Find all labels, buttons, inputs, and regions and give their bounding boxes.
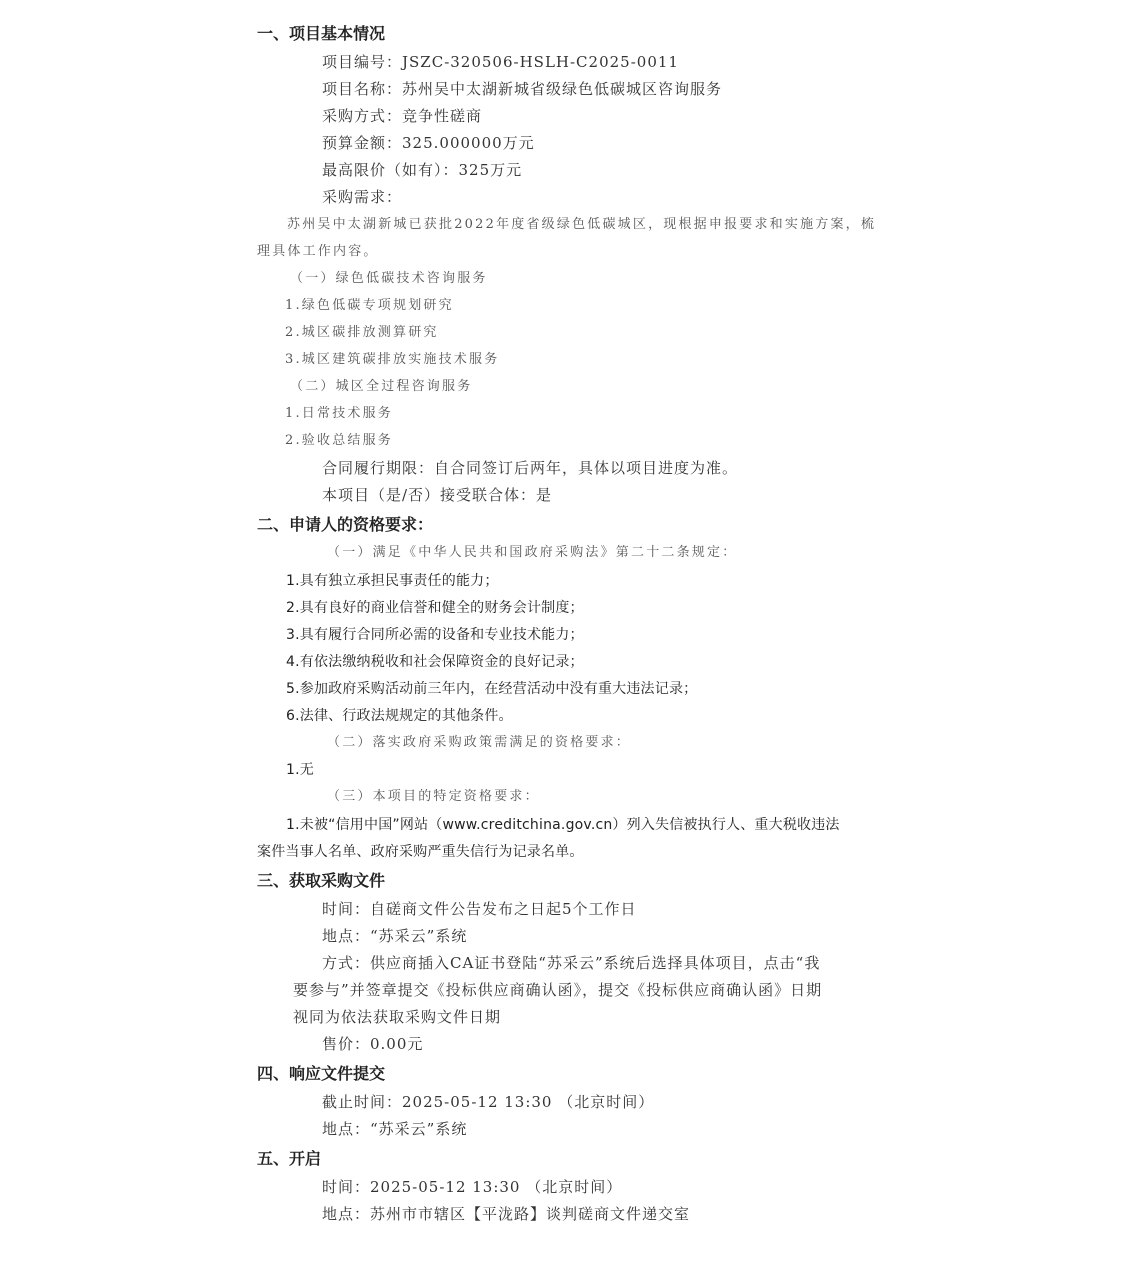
list-item: 1.日常技术服务 (285, 406, 394, 421)
field: 最高限价（如有）：325万元 (322, 161, 523, 179)
subheading: （二）落实政府采购政策需满足的资格要求： (327, 735, 632, 750)
list-item: 3.具有履行合同所必需的设备和专业技术能力； (286, 627, 584, 643)
subheading: （一）满足《中华人民共和国政府采购法》第二十二条规定： (327, 545, 738, 560)
field: 截止时间：2025-05-12 13:30 （北京时间） (322, 1093, 655, 1111)
list-item: 2.具有良好的商业信誉和健全的财务会计制度； (286, 600, 584, 616)
paragraph-line: 视同为依法获取采购文件日期 (293, 1008, 502, 1026)
paragraph-line: 要参与”并签章提交《投标供应商确认函》，提交《投标供应商确认函》日期 (293, 981, 823, 999)
list-item: 5.参加政府采购活动前三年内，在经营活动中没有重大违法记录； (286, 681, 698, 697)
field: 采购需求： (322, 188, 403, 206)
field: 地点：苏州市市辖区【平泷路】谈判磋商文件递交室 (322, 1205, 691, 1223)
field: 时间：2025-05-12 13:30 （北京时间） (322, 1178, 623, 1196)
subheading: （一）绿色低碳技术咨询服务 (290, 271, 488, 286)
field: 时间：自磋商文件公告发布之日起5个工作日 (322, 900, 637, 918)
paragraph-line: 理具体工作内容。 (257, 244, 379, 259)
field: 本项目（是/否）接受联合体：是 (322, 486, 553, 504)
field: 售价：0.00元 (322, 1035, 424, 1053)
paragraph-line: 方式：供应商插入CA证书登陆“苏采云”系统后选择具体项目，点击“我 (322, 954, 821, 972)
field: 项目名称：苏州吴中太湖新城省级绿色低碳城区咨询服务 (322, 80, 723, 98)
list-item: 4.有依法缴纳税收和社会保障资金的良好记录； (286, 654, 584, 670)
section-heading: 二、申请人的资格要求： (257, 515, 434, 534)
field: 合同履行期限：自合同签订后两年，具体以项目进度为准。 (322, 459, 739, 477)
field: 预算金额：325.000000万元 (322, 134, 535, 152)
field: 采购方式：竞争性磋商 (322, 107, 483, 125)
list-item: 2.验收总结服务 (285, 433, 394, 448)
list-item: 1.无 (286, 762, 314, 778)
section-heading: 一、项目基本情况 (257, 24, 386, 43)
list-item: 2.城区碳排放测算研究 (285, 325, 439, 340)
subheading: （三）本项目的特定资格要求： (327, 789, 540, 804)
list-item: 3.城区建筑碳排放实施技术服务 (285, 352, 500, 367)
list-item: 1.具有独立承担民事责任的能力； (286, 573, 499, 589)
field: 项目编号：JSZC-320506-HSLH-C2025-0011 (322, 53, 679, 71)
list-item: 1.绿色低碳专项规划研究 (285, 298, 454, 313)
section-heading: 三、获取采购文件 (257, 871, 386, 890)
subheading: （二）城区全过程咨询服务 (290, 379, 473, 394)
section-heading: 五、开启 (257, 1149, 322, 1168)
paragraph-line: 1.未被“信用中国”网站（www.creditchina.gov.cn）列入失信被执行人、重大税收违法 (286, 817, 840, 833)
paragraph-line: 案件当事人名单、政府采购严重失信行为记录名单。 (257, 844, 584, 860)
section-heading: 四、响应文件提交 (257, 1064, 386, 1083)
list-item: 6.法律、行政法规规定的其他条件。 (286, 708, 513, 724)
field: 地点：“苏采云”系统 (322, 927, 468, 945)
paragraph-line: 苏州吴中太湖新城已获批2022年度省级绿色低碳城区，现根据申报要求和实施方案，梳 (287, 217, 877, 232)
field: 地点：“苏采云”系统 (322, 1120, 468, 1138)
